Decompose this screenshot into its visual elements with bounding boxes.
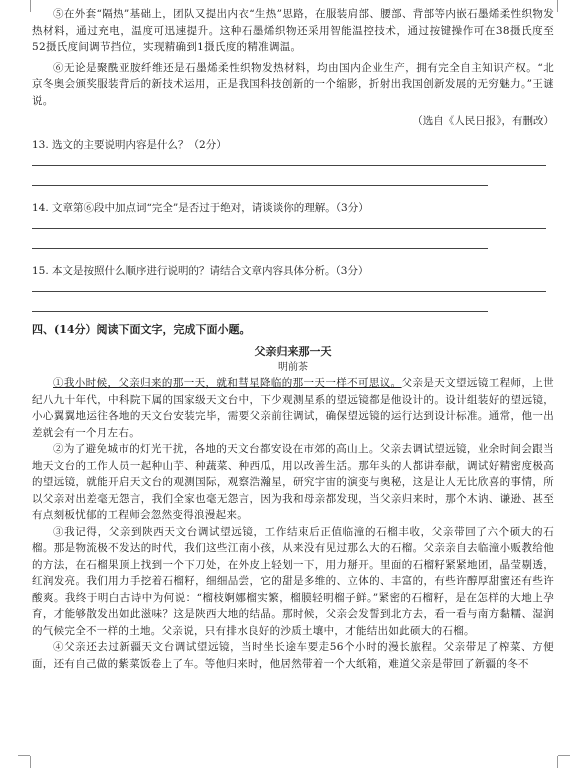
answer-line[interactable] (32, 228, 546, 229)
crop-mark-top-right (557, 0, 558, 12)
crop-mark-bottom-right-h (558, 755, 570, 756)
answer-line[interactable] (32, 165, 546, 166)
question-15: 15. 本文是按照什么顺序进行说明的？请结合文章内容具体分析。（3分） (32, 265, 369, 277)
paragraph-6: ⑥无论是聚酰亚胺纤维还是石墨烯柔性织物发热材料，均由国内企业生产，拥有完全自主知识产权。“北京冬奥会颁奖服装背后的新技术运用，正是我国科技创新的一个缩影，折射出我国创新发展的无穷魅力。”王谜说。 (32, 61, 554, 107)
crop-mark-top-left (30, 0, 31, 12)
source-citation: （选自《人民日报》，有删改） (412, 115, 554, 127)
paragraph-2: ②为了避免城市的灯光干扰，各地的天文台都安设在市郊的高山上。父亲去调试望远镜，业余时间会跟当地天文台的工作人员一起种山芋、种蔬菜、种西瓜，用以改善生活。那年头的人都讲奉献，调试好精密度极高的望远镜，就能开启天文台的观测国际，观察浩瀚星，研究宇宙的演变与奥秘，这是让人无比欣喜的事情，所以父亲对出差毫无怨言，我们全家也毫无怨言，因为我和母亲都发现，当父亲归来时，那个木讷、谦逊、甚至有点刻板忧郁的工程师会忽然变得浪漫起来。 (32, 443, 554, 521)
article-author: 明前茶 (278, 362, 308, 373)
answer-line[interactable] (32, 185, 488, 186)
section-heading: 四、(14分）阅读下面文字，完成下面小题。 (32, 323, 251, 336)
crop-mark-bottom-right (557, 756, 558, 768)
paragraph-1 (32, 375, 554, 441)
answer-line[interactable] (32, 311, 488, 312)
crop-mark-bottom-left (30, 756, 31, 768)
answer-line[interactable] (32, 291, 546, 292)
article-title: 父亲归来那一天 (254, 345, 332, 358)
paragraph-1-rest: 父亲是天文望远镜工程师，上世纪八九十年代，中科院下属的国家级天文台中，下少观测星系的望远镜都是他设计的。设计组装好的望远镜，小心翼翼地运往各地的天文台安装完毕，需要父亲前往调试，确保望远镜的运行达到设计标准。通常，他一出差就会有一个月左右。 (32, 377, 554, 439)
question-14: 14. 文章第⑥段中加点词“完全”是否过于绝对，请谈谈你的理解。（3分） (32, 202, 369, 214)
paragraph-3: ③我记得，父亲到陕西天文台调试望远镜，工作结束后正值临潼的石榴丰收，父亲带回了六个硕大的石榴。那是物流极不发达的时代，我们这些江南小孩，从来没有见过那么大的石榴。父亲亲自去临潼小贩教给他的方法，在石榴果顶上找到一个下刀处，在外皮上轻划一下，用力掰开。里面的石榴籽紧紧地团，晶莹剔透，红润发亮。我们用力手挖着石榴籽，细细品尝，它的甜是多维的、立体的、丰富的，有些许醇厚甜蜜还有些许酸爽。我终于明白古诗中为何说：“榴枝婀娜榴实繁，榴膜轻明榴子鲜。”紧密的石榴籽，是在怎样的大地上孕育，才能够散发出如此滋味？这是陕西大地的结晶。那时候，父亲会发誓到北方去，看一看与南方黏糯、湿润的气候完全不一样的土地。父亲说，只有排水良好的沙质土壤中，才能结出如此硕大的石榴。 (32, 525, 554, 637)
question-13: 13. 选文的主要说明内容是什么？（2分） (32, 139, 227, 151)
paragraph-5: ⑤在外套“隔热”基础上，团队又提出内衣“生热”思路，在服装肩部、腰部、背部等内嵌石墨烯柔性织物发热材料，通过充电，温度可迅速提升。这种石墨烯织物还采用智能温控技术，通过按键操作可在38摄氏度至52摄氏度间调节挡位，实现精确到1摄氏度的精准调温。 (32, 8, 554, 53)
answer-line[interactable] (32, 248, 488, 249)
document-content (32, 6, 554, 672)
paragraph-4: ④父亲还去过新疆天文台调试望远镜，当时坐长途车要走56个小时的漫长旅程。父亲带足了榨菜、方便面，还有自己做的紫菜饭卷上了车。等他归来时，他居然带着一个大纸箱，难道父亲是带回了新疆的冬不 (32, 641, 554, 670)
underlined-sentence: ①我小时候，父亲归来的那一天，就和彗星降临的那一天一样不可思议。 (53, 377, 402, 389)
crop-mark-bottom-left-h (18, 755, 30, 756)
